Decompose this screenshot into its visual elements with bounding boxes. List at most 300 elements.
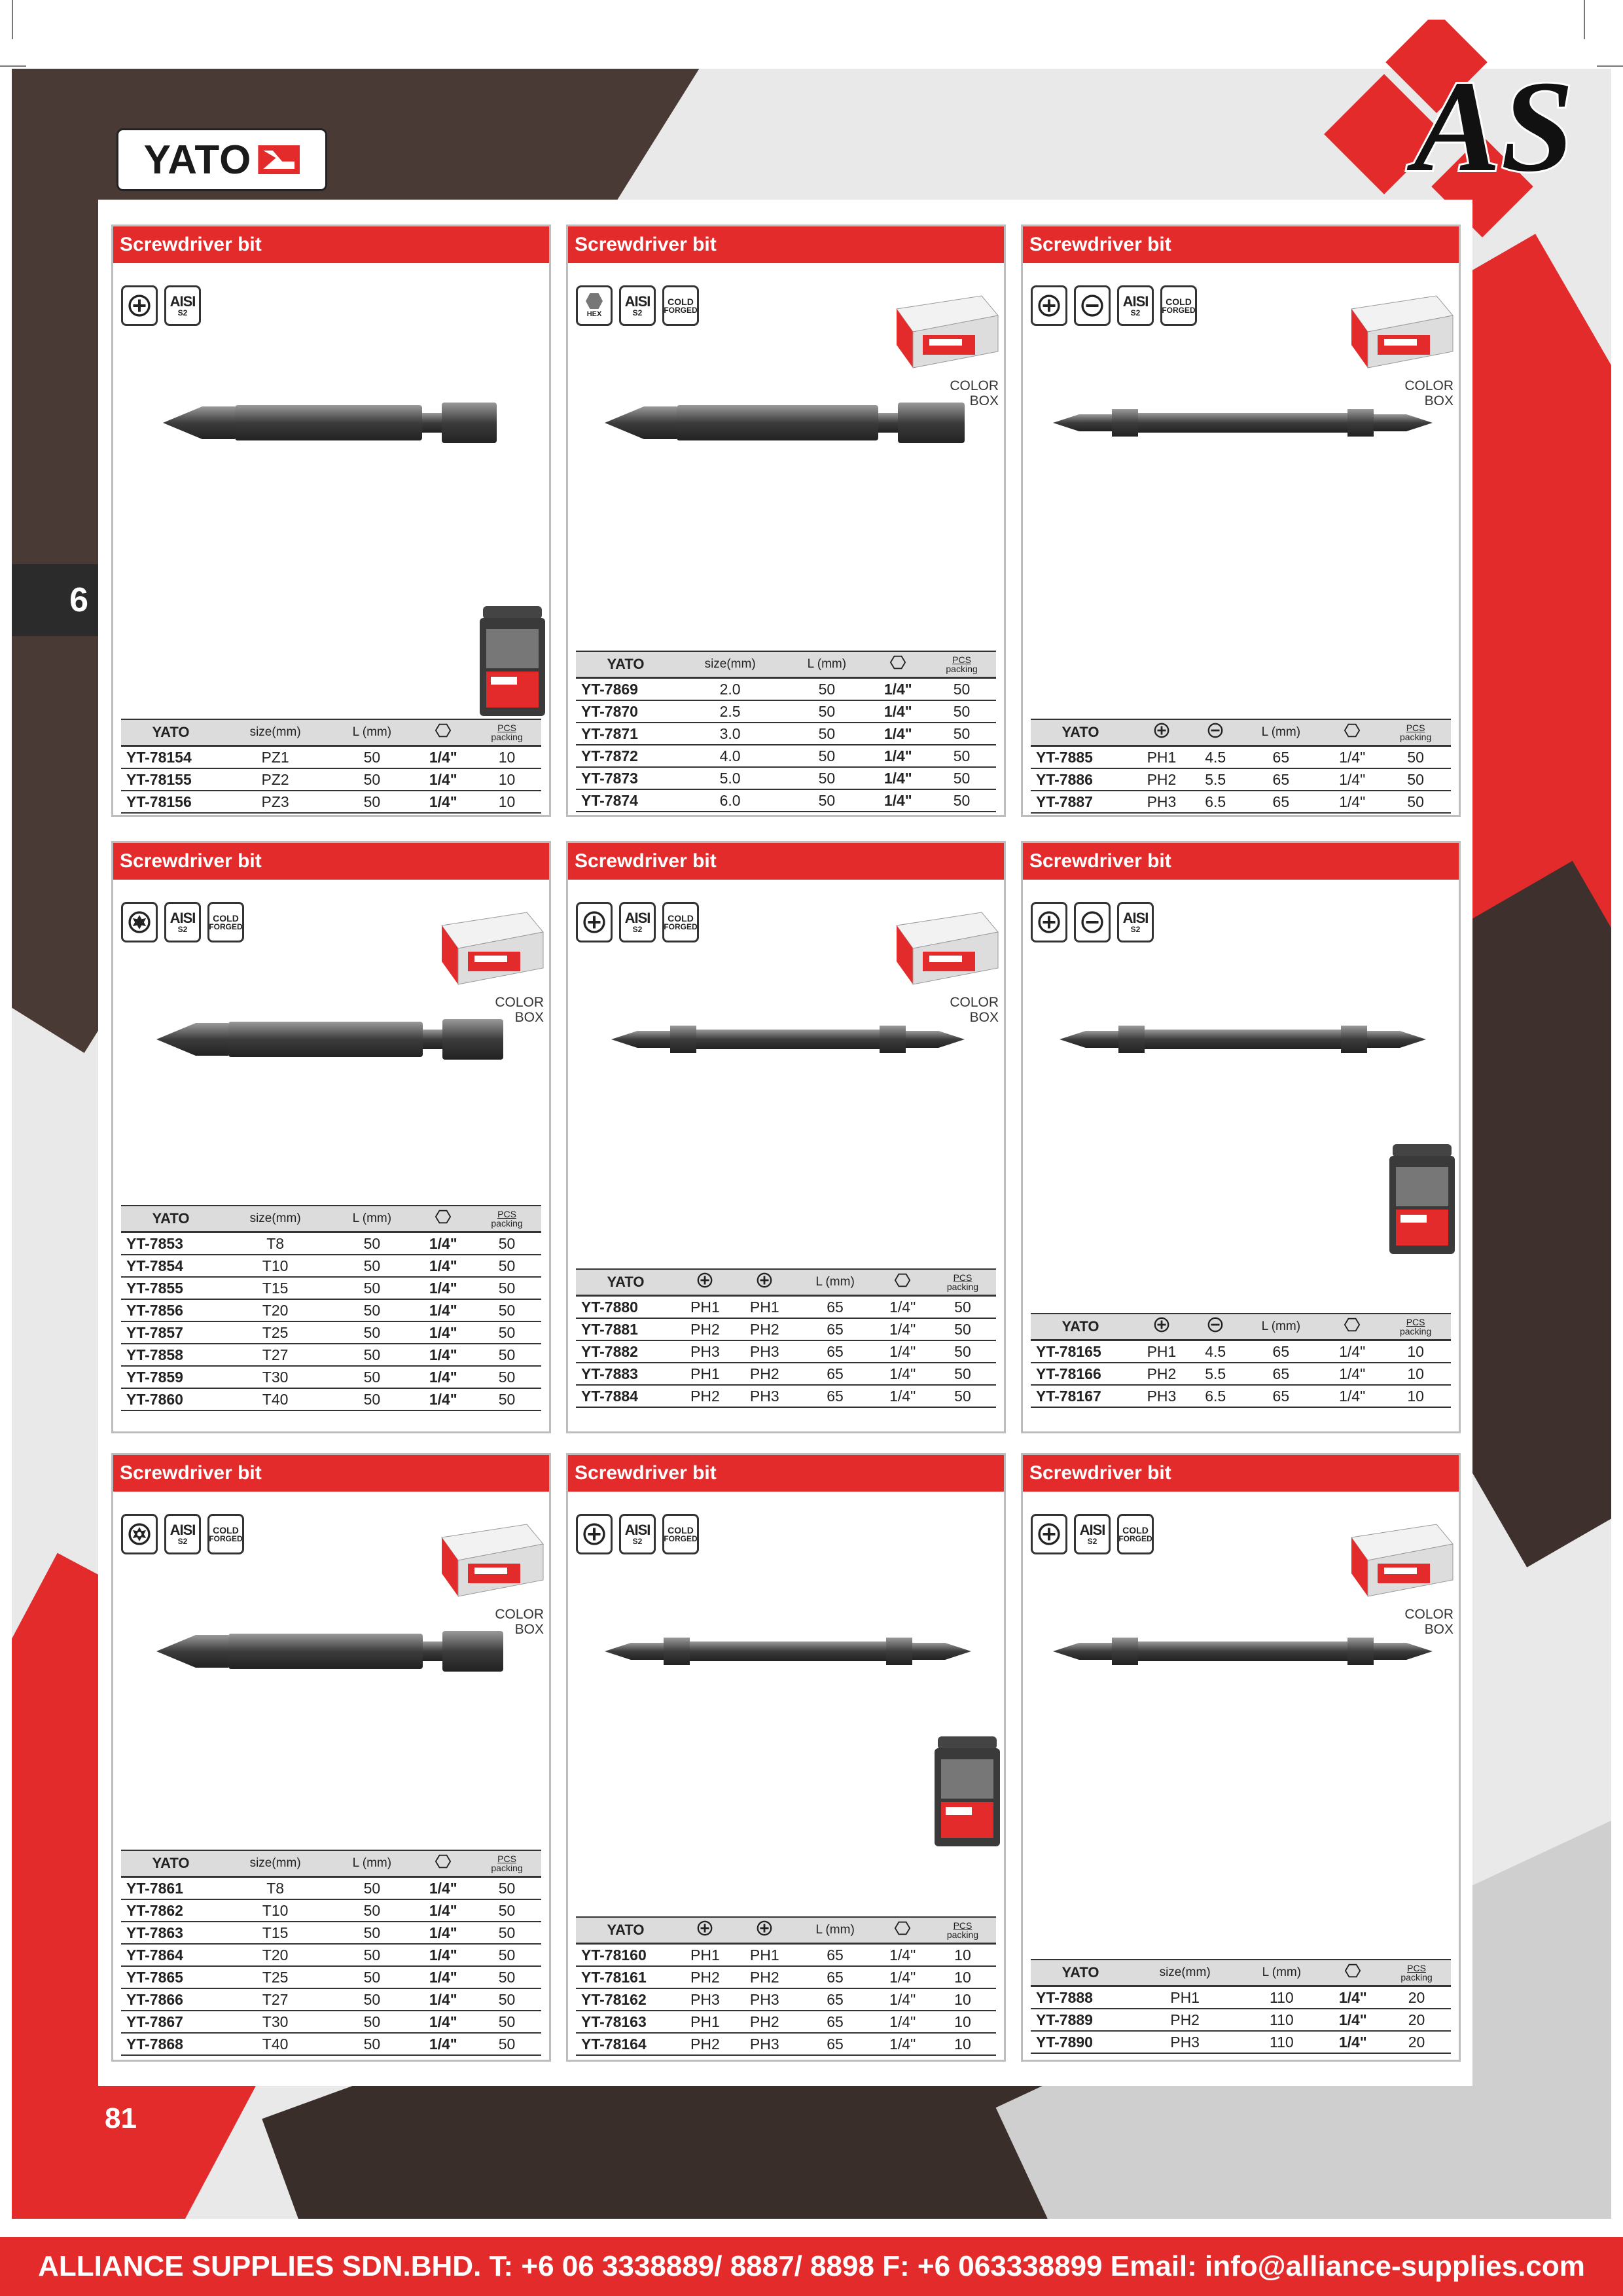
aisi-s2-icon: AISI S2 <box>164 1514 201 1554</box>
table-row <box>576 789 996 812</box>
column-header: size(mm) <box>221 1206 330 1232</box>
table-cell: T15 <box>221 1277 330 1299</box>
table-cell: 10 <box>929 1988 996 2011</box>
pcs-header: PCS packing <box>1380 719 1451 746</box>
table-cell: T8 <box>221 1877 330 1900</box>
table-cell: T27 <box>221 1344 330 1366</box>
table-cell: 1/4" <box>876 2011 929 2033</box>
table-cell: T8 <box>221 1232 330 1255</box>
product-code: YT-78161 <box>576 1966 675 1988</box>
table-cell: 6.0 <box>675 789 785 812</box>
slotted-icon <box>1074 902 1111 942</box>
table-row <box>121 1232 541 1255</box>
color-box-image <box>1338 1511 1456 1603</box>
product-code: YT-7880 <box>576 1296 675 1319</box>
product-code: YT-7883 <box>576 1363 675 1385</box>
product-panel <box>1021 224 1461 817</box>
product-code: YT-7863 <box>121 1922 221 1944</box>
column-header: L (mm) <box>785 651 868 678</box>
panel-title: Screwdriver bit <box>568 1455 1004 1492</box>
table-cell: T20 <box>221 1944 330 1966</box>
table-cell: T40 <box>221 1388 330 1410</box>
phillips-icon <box>735 1269 794 1296</box>
table-cell: 50 <box>330 746 414 769</box>
table-row <box>576 1340 996 1363</box>
table-cell: 10 <box>1380 1385 1451 1407</box>
table-cell: 50 <box>330 1922 414 1944</box>
table-row <box>121 1922 541 1944</box>
aisi-s2-icon: AISI S2 <box>619 1514 656 1554</box>
table-cell: 50 <box>473 1344 541 1366</box>
table-row <box>576 1296 996 1319</box>
table-cell: 1/4" <box>876 1385 929 1407</box>
table-cell: 10 <box>929 1966 996 1988</box>
table-cell: PH2 <box>735 1363 794 1385</box>
pcs-header: PCS packing <box>1382 1960 1451 1986</box>
table-cell: 50 <box>785 789 868 812</box>
table-cell: 5.5 <box>1193 768 1238 791</box>
product-code: YT-78162 <box>576 1988 675 2011</box>
torx-icon <box>121 902 158 942</box>
cold-forged-icon: COLD FORGED <box>1160 285 1197 326</box>
table-cell: 6.5 <box>1193 1385 1238 1407</box>
table-cell: 50 <box>473 1388 541 1410</box>
table-cell: 65 <box>1238 791 1324 813</box>
table-row <box>576 1385 996 1407</box>
slotted-icon <box>1193 719 1238 746</box>
table-cell: 50 <box>927 789 996 812</box>
table-cell: 65 <box>1238 1385 1324 1407</box>
spec-table-header <box>576 1917 996 1944</box>
cold-forged-icon: COLD FORGED <box>662 1514 699 1554</box>
table-row <box>121 746 541 769</box>
phillips-icon <box>576 1514 613 1554</box>
table-row <box>121 1944 541 1966</box>
product-code: YT-78164 <box>576 2033 675 2055</box>
table-cell: 1/4" <box>876 1966 929 1988</box>
column-header: size(mm) <box>221 1850 330 1877</box>
table-cell: T27 <box>221 1988 330 2011</box>
table-cell: 1/4" <box>876 1988 929 2011</box>
table-cell: 50 <box>330 1321 414 1344</box>
table-cell: 1/4" <box>414 1255 473 1277</box>
table-cell: 1/4" <box>869 700 928 723</box>
yato-brand-mark: YATO <box>607 656 645 672</box>
crop-mark <box>12 0 13 39</box>
table-cell: 50 <box>785 767 868 789</box>
product-code: YT-7856 <box>121 1299 221 1321</box>
table-row <box>121 1366 541 1388</box>
table-cell: 1/4" <box>869 678 928 701</box>
yato-brand-mark: YATO <box>152 1855 190 1871</box>
table-cell: 1/4" <box>1324 746 1380 769</box>
product-code: YT-7874 <box>576 789 675 812</box>
spec-table-header <box>576 1269 996 1296</box>
color-box-label: COLOR BOX <box>495 995 544 1026</box>
column-header: L (mm) <box>1238 1314 1324 1340</box>
spec-table <box>1031 1313 1451 1408</box>
spec-table <box>121 1205 541 1411</box>
product-panel <box>566 1453 1006 2062</box>
product-code: YT-7884 <box>576 1385 675 1407</box>
panel-title: Screwdriver bit <box>113 1455 549 1492</box>
panel-title: Screwdriver bit <box>1023 1455 1459 1492</box>
table-cell: PH1 <box>735 1944 794 1967</box>
table-cell: 1/4" <box>869 767 928 789</box>
table-cell: T40 <box>221 2033 330 2055</box>
table-row <box>576 2033 996 2055</box>
table-row <box>576 1966 996 1988</box>
table-row <box>121 1321 541 1344</box>
product-panel <box>1021 841 1461 1433</box>
table-cell: 1/4" <box>414 1988 473 2011</box>
table-row <box>1031 746 1451 769</box>
feature-icons <box>1031 902 1154 942</box>
table-cell: 50 <box>330 1366 414 1388</box>
spec-table-header <box>1031 1314 1451 1340</box>
table-cell: PH1 <box>675 2011 735 2033</box>
phillips-icon <box>576 902 613 942</box>
table-cell: 5.5 <box>1193 1363 1238 1385</box>
hex-icon <box>876 1269 929 1296</box>
column-header: L (mm) <box>330 719 414 746</box>
yato-brand-mark: YATO <box>1061 1964 1099 1981</box>
aisi-s2-icon: AISI S2 <box>1074 1514 1111 1554</box>
table-cell: 1/4" <box>414 746 473 769</box>
table-cell: 50 <box>927 745 996 767</box>
table-cell: 50 <box>473 1988 541 2011</box>
table-cell: T15 <box>221 1922 330 1944</box>
column-header: L (mm) <box>330 1206 414 1232</box>
color-box-label: COLOR BOX <box>950 995 999 1026</box>
pcs-header: PCS packing <box>473 719 541 746</box>
panel-title: Screwdriver bit <box>113 843 549 880</box>
table-cell: 3.0 <box>675 723 785 745</box>
panel-title: Screwdriver bit <box>568 843 1004 880</box>
product-code: YT-7889 <box>1031 2009 1130 2031</box>
table-row <box>121 1277 541 1299</box>
hex-icon <box>1324 1314 1380 1340</box>
product-code: YT-78165 <box>1031 1340 1130 1363</box>
table-cell: 65 <box>1238 746 1324 769</box>
spec-table <box>576 1268 996 1408</box>
product-code: YT-78154 <box>121 746 221 769</box>
table-cell: PZ3 <box>221 791 330 813</box>
table-row <box>576 1363 996 1385</box>
color-box-label: COLOR BOX <box>495 1607 544 1638</box>
product-panel <box>566 841 1006 1433</box>
table-cell: 50 <box>473 1966 541 1988</box>
table-cell: 50 <box>330 768 414 791</box>
table-cell: T25 <box>221 1321 330 1344</box>
table-cell: 1/4" <box>876 1340 929 1363</box>
table-cell: 65 <box>794 2033 876 2055</box>
product-code: YT-78166 <box>1031 1363 1130 1385</box>
table-row <box>576 723 996 745</box>
feature-icons <box>576 1514 699 1554</box>
color-box-image <box>883 899 1001 991</box>
table-cell: T30 <box>221 1366 330 1388</box>
product-code: YT-7862 <box>121 1899 221 1922</box>
table-cell: PH2 <box>735 1966 794 1988</box>
blister-pack-image <box>931 1730 1003 1857</box>
as-logo-text: AS <box>1414 54 1574 199</box>
table-cell: PH1 <box>735 1296 794 1319</box>
table-cell: 65 <box>794 1385 876 1407</box>
table-cell: 10 <box>473 791 541 813</box>
spec-table-header <box>121 1850 541 1877</box>
feature-icons <box>1031 1514 1154 1554</box>
yato-brand-mark: YATO <box>152 724 190 740</box>
phillips-icon <box>1031 285 1067 326</box>
table-cell: 65 <box>1238 1340 1324 1363</box>
hex-icon <box>414 719 473 746</box>
table-row <box>576 1318 996 1340</box>
table-cell: T10 <box>221 1255 330 1277</box>
table-cell: 1/4" <box>414 1321 473 1344</box>
cold-forged-icon: COLD FORGED <box>1117 1514 1154 1554</box>
table-row <box>1031 1385 1451 1407</box>
product-code: YT-7858 <box>121 1344 221 1366</box>
table-cell: 10 <box>473 768 541 791</box>
pcs-header: PCS packing <box>927 651 996 678</box>
product-code: YT-7871 <box>576 723 675 745</box>
table-cell: 5.0 <box>675 767 785 789</box>
table-cell: 50 <box>473 1944 541 1966</box>
table-cell: PZ1 <box>221 746 330 769</box>
table-cell: 50 <box>330 1232 414 1255</box>
column-header: L (mm) <box>794 1917 876 1944</box>
product-code: YT-7887 <box>1031 791 1130 813</box>
table-cell: T25 <box>221 1966 330 1988</box>
product-panel <box>111 841 551 1433</box>
table-cell: PH2 <box>1130 1363 1193 1385</box>
table-cell: 2.5 <box>675 700 785 723</box>
table-cell: 50 <box>927 700 996 723</box>
phillips-icon <box>735 1917 794 1944</box>
table-row <box>576 767 996 789</box>
table-cell: 1/4" <box>414 768 473 791</box>
table-row <box>576 1944 996 1967</box>
aisi-s2-icon: AISI S2 <box>164 902 201 942</box>
table-cell: PH1 <box>675 1944 735 1967</box>
table-cell: 1/4" <box>414 1344 473 1366</box>
feature-icons <box>576 902 699 942</box>
table-cell: 50 <box>927 767 996 789</box>
table-row <box>1031 1363 1451 1385</box>
slotted-icon <box>1193 1314 1238 1340</box>
table-cell: 1/4" <box>1324 791 1380 813</box>
table-row <box>121 768 541 791</box>
product-code: YT-7886 <box>1031 768 1130 791</box>
table-row <box>121 1899 541 1922</box>
table-cell: 50 <box>473 1277 541 1299</box>
table-cell: PH3 <box>735 1385 794 1407</box>
table-row <box>121 1344 541 1366</box>
aisi-s2-icon: AISI S2 <box>1117 285 1154 326</box>
table-cell: 50 <box>330 1388 414 1410</box>
table-cell: 50 <box>330 1944 414 1966</box>
pcs-header: PCS packing <box>1380 1314 1451 1340</box>
yato-logo-text: YATO <box>143 137 252 183</box>
product-code: YT-7890 <box>1031 2031 1130 2053</box>
table-cell: 1/4" <box>1324 2031 1383 2053</box>
table-cell: 1/4" <box>1324 768 1380 791</box>
table-cell: 50 <box>330 1988 414 2011</box>
table-cell: T10 <box>221 1899 330 1922</box>
table-cell: 1/4" <box>869 745 928 767</box>
product-code: YT-7860 <box>121 1388 221 1410</box>
aisi-s2-icon: AISI S2 <box>1117 902 1154 942</box>
product-code: YT-7859 <box>121 1366 221 1388</box>
blister-pack-image <box>476 600 548 727</box>
hex-icon <box>869 651 928 678</box>
table-cell: PH1 <box>1130 1986 1240 2009</box>
product-code: YT-78156 <box>121 791 221 813</box>
torx-tamper-icon <box>121 1514 158 1554</box>
table-cell: 65 <box>1238 768 1324 791</box>
table-cell: 65 <box>794 1988 876 2011</box>
table-row <box>576 1988 996 2011</box>
table-cell: 20 <box>1382 2031 1451 2053</box>
product-code: YT-7861 <box>121 1877 221 1900</box>
table-cell: 20 <box>1382 2009 1451 2031</box>
table-cell: 10 <box>929 1944 996 1967</box>
table-cell: 6.5 <box>1193 791 1238 813</box>
product-panel <box>111 224 551 817</box>
yato-brand-mark: YATO <box>1061 1318 1099 1335</box>
product-code: YT-7866 <box>121 1988 221 2011</box>
phillips-icon <box>675 1917 735 1944</box>
column-header: size(mm) <box>1130 1960 1240 1986</box>
table-row <box>1031 1986 1451 2009</box>
color-box-image <box>883 283 1001 374</box>
panel-title: Screwdriver bit <box>1023 226 1459 263</box>
table-cell: 50 <box>1380 768 1451 791</box>
table-cell: 50 <box>473 1877 541 1900</box>
table-cell: 1/4" <box>876 2033 929 2055</box>
table-cell: 50 <box>927 723 996 745</box>
table-cell: 1/4" <box>1324 1340 1380 1363</box>
product-code: YT-78163 <box>576 2011 675 2033</box>
table-cell: 50 <box>330 1277 414 1299</box>
yato-logo-mark <box>258 145 300 174</box>
table-cell: 50 <box>330 2011 414 2033</box>
product-code: YT-7870 <box>576 700 675 723</box>
table-row <box>1031 768 1451 791</box>
product-code: YT-78160 <box>576 1944 675 1967</box>
table-cell: 10 <box>929 2033 996 2055</box>
table-cell: PH1 <box>675 1296 735 1319</box>
column-header: L (mm) <box>794 1269 876 1296</box>
spec-table <box>121 1850 541 2056</box>
table-cell: 50 <box>330 1877 414 1900</box>
spec-table <box>1031 719 1451 814</box>
table-cell: PH2 <box>735 1318 794 1340</box>
table-cell: 1/4" <box>414 2033 473 2055</box>
table-cell: 50 <box>929 1385 996 1407</box>
product-code: YT-7868 <box>121 2033 221 2055</box>
spec-table <box>576 651 996 812</box>
table-cell: 10 <box>473 746 541 769</box>
table-cell: PH3 <box>1130 2031 1240 2053</box>
table-cell: 50 <box>473 1255 541 1277</box>
table-cell: PH1 <box>1130 1340 1193 1363</box>
product-code: YT-7864 <box>121 1944 221 1966</box>
table-cell: 65 <box>794 2011 876 2033</box>
table-cell: 110 <box>1240 1986 1323 2009</box>
spec-table-header <box>1031 1960 1451 1986</box>
product-panel <box>566 224 1006 817</box>
hex-icon <box>414 1206 473 1232</box>
color-box-label: COLOR BOX <box>950 378 999 409</box>
product-panel <box>1021 1453 1461 2062</box>
table-cell: 65 <box>794 1944 876 1967</box>
product-code: YT-7853 <box>121 1232 221 1255</box>
table-cell: PH2 <box>675 1966 735 1988</box>
yato-logo <box>116 128 327 191</box>
table-cell: 4.0 <box>675 745 785 767</box>
table-cell: PH3 <box>735 1340 794 1363</box>
table-cell: 1/4" <box>1324 2009 1383 2031</box>
table-cell: 50 <box>473 2033 541 2055</box>
table-cell: 10 <box>1380 1340 1451 1363</box>
table-cell: 50 <box>1380 746 1451 769</box>
phillips-icon <box>1130 719 1193 746</box>
table-cell: 50 <box>473 1321 541 1344</box>
aisi-s2-icon: AISI S2 <box>164 285 201 326</box>
panel-title: Screwdriver bit <box>113 226 549 263</box>
table-cell: 1/4" <box>414 1299 473 1321</box>
product-code: YT-7855 <box>121 1277 221 1299</box>
spec-table <box>1031 1959 1451 2054</box>
column-header: size(mm) <box>675 651 785 678</box>
table-cell: 65 <box>794 1340 876 1363</box>
table-row <box>576 700 996 723</box>
hex-icon <box>414 1850 473 1877</box>
pcs-header: PCS packing <box>473 1850 541 1877</box>
table-cell: PH2 <box>1130 2009 1240 2031</box>
pcs-header: PCS packing <box>929 1269 996 1296</box>
table-cell: T30 <box>221 2011 330 2033</box>
table-cell: PH3 <box>675 1988 735 2011</box>
table-cell: 50 <box>1380 791 1451 813</box>
table-row <box>121 2033 541 2055</box>
hex-icon: HEX <box>576 285 613 326</box>
table-cell: 50 <box>330 1899 414 1922</box>
table-cell: PH2 <box>1130 768 1193 791</box>
table-cell: PH2 <box>675 1385 735 1407</box>
table-cell: 1/4" <box>1324 1385 1380 1407</box>
hex-icon <box>1324 1960 1383 1986</box>
table-cell: 1/4" <box>414 1277 473 1299</box>
table-cell: PH3 <box>735 1988 794 2011</box>
table-cell: 1/4" <box>414 791 473 813</box>
table-cell: 65 <box>794 1363 876 1385</box>
table-cell: 4.5 <box>1193 746 1238 769</box>
yato-brand-mark: YATO <box>607 1274 645 1290</box>
spec-table-header <box>576 651 996 678</box>
table-cell: 1/4" <box>414 1232 473 1255</box>
table-row <box>121 1255 541 1277</box>
color-box-label: COLOR BOX <box>1404 378 1454 409</box>
table-cell: 1/4" <box>414 1966 473 1988</box>
table-cell: 50 <box>330 1966 414 1988</box>
product-code: YT-7881 <box>576 1318 675 1340</box>
feature-icons <box>576 285 699 326</box>
table-cell: 10 <box>1380 1363 1451 1385</box>
table-cell: 1/4" <box>1324 1986 1383 2009</box>
